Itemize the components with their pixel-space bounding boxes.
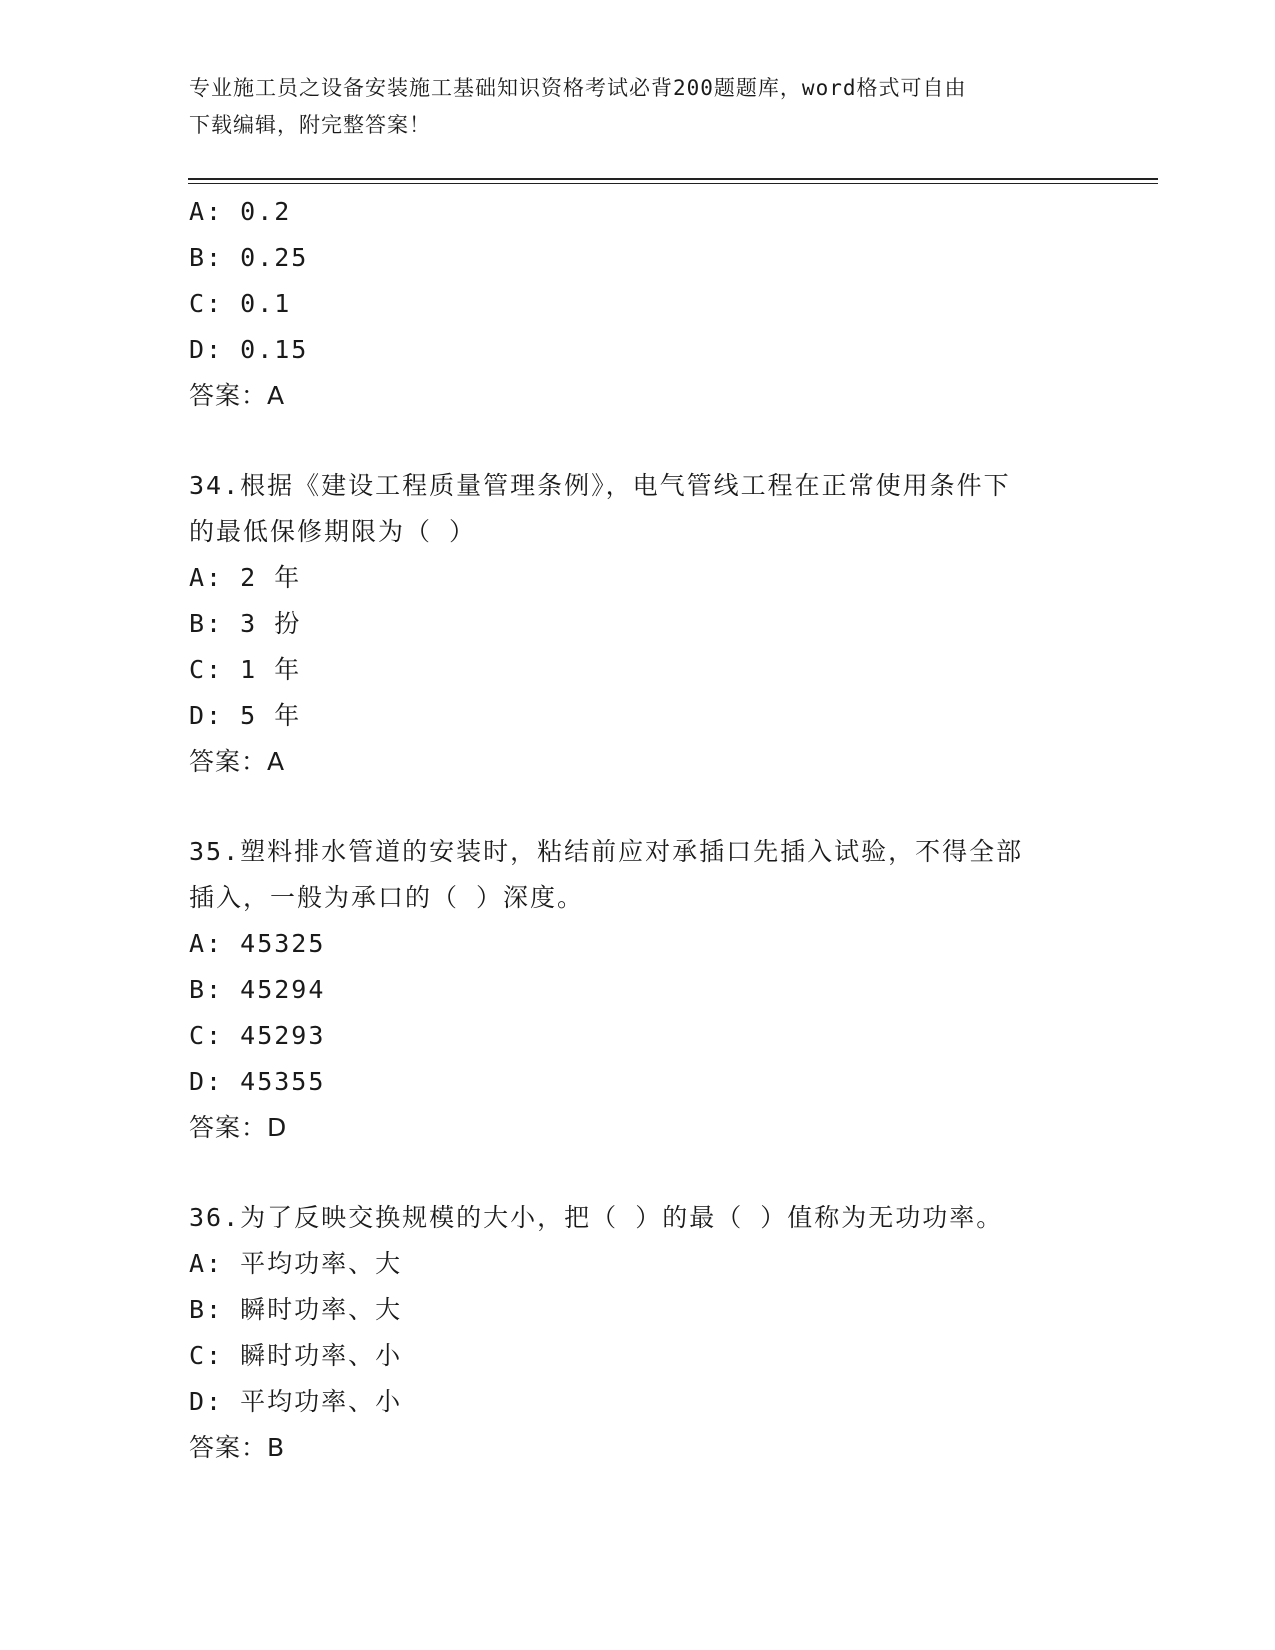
option-a: A: 45325: [189, 929, 326, 958]
option-b: B: 3 扮: [189, 609, 302, 638]
question-33-block: [189, 189, 1089, 419]
option-c: C: 瞬时功率、小: [189, 1341, 403, 1370]
option-b: B: 45294: [189, 975, 326, 1004]
header-divider-thin: [188, 183, 1158, 184]
question-content: [189, 189, 1089, 1471]
question-36-block: [189, 1195, 1089, 1471]
spacer: [189, 1151, 1089, 1195]
question-text-line-2: 的最低保修期限为（ ）: [189, 517, 477, 546]
option-b: B: 0.25: [189, 243, 309, 272]
question-text-line-1: 36.为了反映交换规模的大小，把（ ）的最（ ）值称为无功功率。: [189, 1203, 1004, 1232]
option-c: C: 45293: [189, 1021, 326, 1050]
answer-line: 答案：A: [189, 381, 286, 410]
option-d: D: 45355: [189, 1067, 326, 1096]
option-b: B: 瞬时功率、大: [189, 1295, 403, 1324]
answer-line: 答案：A: [189, 747, 286, 776]
question-text-line-2: 插入，一般为承口的（ ）深度。: [189, 883, 585, 912]
option-d: D: 平均功率、小: [189, 1387, 403, 1416]
question-text-line-1: 35.塑料排水管道的安装时，粘结前应对承插口先插入试验，不得全部: [189, 837, 1024, 866]
header-line-2: 下载编辑，附完整答案！: [189, 113, 431, 137]
spacer: [189, 419, 1089, 463]
question-text-line-1: 34.根据《建设工程质量管理条例》，电气管线工程在正常使用条件下: [189, 471, 1011, 500]
document-header: [189, 70, 1069, 144]
option-d: D: 5 年: [189, 701, 302, 730]
spacer: [189, 785, 1089, 829]
option-c: C: 1 年: [189, 655, 302, 684]
option-a: A: 平均功率、大: [189, 1249, 403, 1278]
option-a: A: 0.2: [189, 197, 292, 226]
question-35-block: [189, 829, 1089, 1151]
option-d: D: 0.15: [189, 335, 309, 364]
option-c: C: 0.1: [189, 289, 292, 318]
header-divider-thick: [188, 178, 1158, 180]
answer-line: 答案：B: [189, 1433, 286, 1462]
answer-line: 答案：D: [189, 1113, 288, 1142]
header-line-1: 专业施工员之设备安装施工基础知识资格考试必背200题题库，word格式可自由: [189, 76, 967, 100]
question-34-block: [189, 463, 1089, 785]
option-a: A: 2 年: [189, 563, 302, 592]
